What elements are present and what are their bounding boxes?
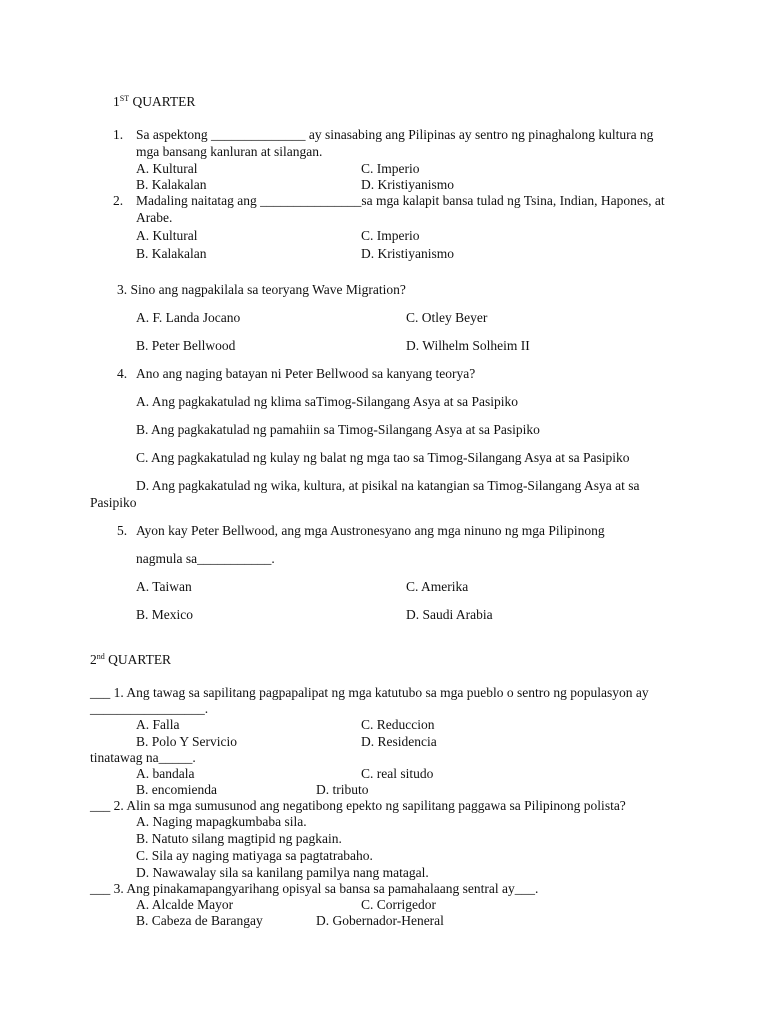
choice-a: A. Naging mapagkumbaba sila.	[136, 814, 307, 829]
choice-c: C. Sila ay naging matiyaga sa pagtatrabaho.	[136, 848, 373, 863]
choice-b: B. Kalakalan	[136, 246, 207, 261]
question-text: ___ 3. Ang pinakamapangyarihang opisyal sa bansa sa pamahalaang sentral ay___.	[90, 881, 539, 896]
choice-d-cont: Pasipiko	[90, 495, 137, 510]
choice-a: A. Ang pagkakatulad ng klima saTimog-Silangang Asya at sa Pasipiko	[136, 394, 518, 409]
choice-c: C. real situdo	[361, 766, 434, 781]
choice-d: D. Kristiyanismo	[361, 177, 454, 192]
question-text: 3. Sino ang nagpakilala sa teoryang Wave Migration?	[117, 282, 406, 297]
choice-b: B. Kalakalan	[136, 177, 207, 192]
heading-superscript: nd	[96, 652, 105, 661]
choice-d: D. Residencia	[361, 734, 437, 749]
choice-a: A. F. Landa Jocano	[136, 310, 241, 325]
choice-b: B. Peter Bellwood	[136, 338, 236, 353]
question-text: tinatawag na_____.	[90, 750, 196, 765]
question-text-cont: nagmula sa___________.	[136, 551, 275, 566]
quarter-2-heading	[90, 651, 171, 668]
choice-d: D. Saudi Arabia	[406, 607, 493, 622]
choice-a: A. Falla	[136, 717, 180, 732]
question-text: Ayon kay Peter Bellwood, ang mga Austronesyano ang mga ninuno ng mga Pilipinong	[136, 523, 605, 538]
question-text: Ano ang naging batayan ni Peter Bellwood sa kanyang teorya?	[136, 366, 476, 381]
choice-b: B. Ang pagkakatulad ng pamahiin sa Timog-Silangang Asya at sa Pasipiko	[136, 422, 540, 437]
heading-text: QUARTER	[104, 652, 172, 667]
question-number: 1.	[113, 127, 124, 142]
choice-d: D. tributo	[316, 782, 369, 797]
choice-d: D. Kristiyanismo	[361, 246, 454, 261]
question-text-cont: Arabe.	[136, 210, 173, 225]
question-text: Sa aspektong ______________ ay sinasabing ang Pilipinas ay sentro ng pinaghalong kultura ng	[136, 127, 654, 142]
heading-number: 2	[90, 652, 97, 667]
choice-a: A. Kultural	[136, 228, 198, 243]
choice-b: B. Cabeza de Barangay	[136, 913, 263, 928]
choice-b: B. Natuto silang magtipid ng pagkain.	[136, 831, 342, 846]
choice-d: D. Ang pagkakatulad ng wika, kultura, at pisikal na katangian sa Timog-Silangang Asya at sa	[136, 478, 640, 493]
choice-d: D. Wilhelm Solheim II	[406, 338, 530, 353]
question-text: ___ 2. Alin sa mga sumusunod ang negatibong epekto ng sapilitang paggawa sa Pilipinong polista?	[90, 798, 626, 813]
choice-c: C. Imperio	[361, 161, 420, 176]
choice-a: A. Taiwan	[136, 579, 192, 594]
choice-a: A. Alcalde Mayor	[136, 897, 234, 912]
question-number: 4.	[117, 366, 128, 381]
choice-b: B. Polo Y Servicio	[136, 734, 237, 749]
question-text-cont: mga bansang kanluran at silangan.	[136, 144, 323, 159]
choice-d: D. Gobernador-Heneral	[316, 913, 444, 928]
heading-text: QUARTER	[129, 94, 196, 109]
choice-c: C. Reduccion	[361, 717, 435, 732]
question-number: 2.	[113, 193, 124, 208]
question-text: ___ 1. Ang tawag sa sapilitang pagpapalipat ng mga katutubo sa mga pueblo o sentro ng populasyon ay	[90, 685, 649, 700]
choice-a: A. bandala	[136, 766, 195, 781]
choice-b: B. Mexico	[136, 607, 193, 622]
choice-c: C. Amerika	[406, 579, 469, 594]
question-text: Madaling naitatag ang _______________sa mga kalapit bansa tulad ng Tsina, Indian, Hapones, at	[136, 193, 665, 208]
quarter-1-heading	[113, 93, 195, 110]
choice-a: A. Kultural	[136, 161, 198, 176]
question-text-cont: _________________.	[90, 701, 209, 716]
choice-c: C. Otley Beyer	[406, 310, 488, 325]
choice-c: C. Ang pagkakatulad ng kulay ng balat ng mga tao sa Timog-Silangang Asya at sa Pasipiko	[136, 450, 630, 465]
heading-superscript: ST	[119, 94, 130, 103]
choice-c: C. Imperio	[361, 228, 420, 243]
choice-d: D. Nawawalay sila sa kanilang pamilya nang matagal.	[136, 865, 429, 880]
heading-number: 1	[113, 94, 120, 109]
choice-c: C. Corrigedor	[361, 897, 436, 912]
choice-b: B. encomienda	[136, 782, 217, 797]
question-number: 5.	[117, 523, 128, 538]
